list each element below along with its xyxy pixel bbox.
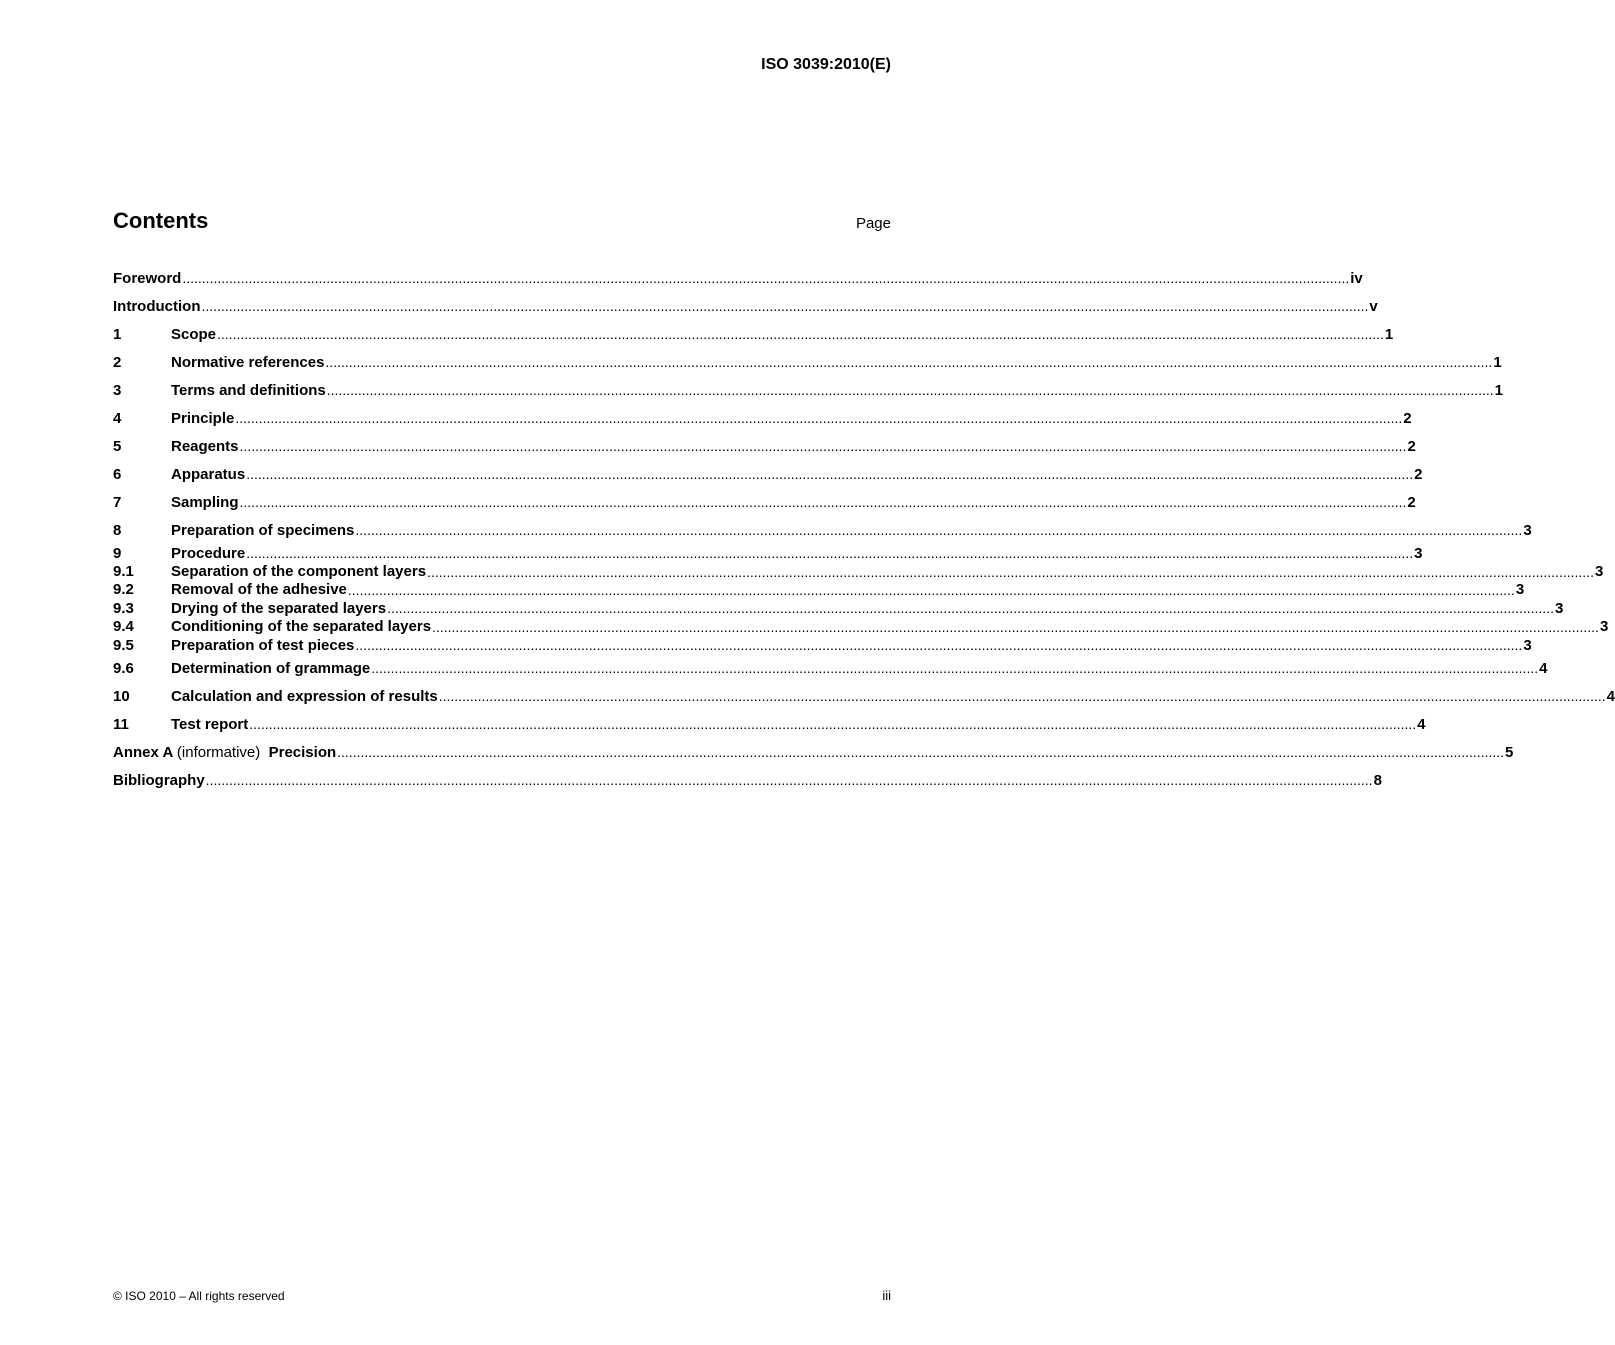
toc-entry-page: 4 (1417, 715, 1426, 733)
toc-entry-page: 1 (1384, 325, 1394, 343)
toc-entry[interactable] (113, 544, 1423, 562)
dot-leader: ............................................................................................................................................................................................................................................................................................................ (235, 410, 1403, 426)
toc-entry-title-text: Scope (171, 325, 217, 343)
toc-entry-number: 4 (113, 409, 122, 427)
toc-entry-title-text: Separation of the component layers (171, 563, 427, 581)
toc-entry[interactable] (113, 320, 1394, 348)
toc-entry-page: 3 (1594, 563, 1604, 581)
dot-leader: ............................................................................................................................................................................................................................................................................................................ (246, 545, 1414, 562)
toc-entry-number: 9.3 (113, 599, 134, 617)
dot-leader: ............................................................................................................................................................................................................................................................................................................ (387, 600, 1554, 617)
toc-entry-number: 9.1 (113, 563, 134, 581)
toc-entry[interactable] (113, 488, 1416, 516)
dot-leader: ............................................................................................................................................................................................................................................................................................................ (205, 772, 1373, 789)
dot-leader: ............................................................................................................................................................................................................................................................................................................ (217, 326, 1384, 342)
toc-entry-title-text: Procedure (171, 544, 246, 562)
dot-leader: ............................................................................................................................................................................................................................................................................................................ (347, 581, 1515, 598)
table-of-contents (113, 264, 1615, 794)
toc-entry-title-text: Removal of the adhesive (171, 581, 347, 599)
dot-leader: ............................................................................................................................................................................................................................................................................................................ (249, 716, 1417, 733)
page-number: iii (882, 1288, 891, 1303)
dot-leader: ............................................................................................................................................................................................................................................................................................................ (438, 688, 1606, 705)
toc-entry-title-text: Apparatus (171, 465, 246, 483)
toc-entry-number: 7 (113, 493, 122, 511)
toc-entry-title (171, 522, 354, 539)
dot-leader: ............................................................................................................................................................................................................................................................................................................ (246, 466, 1414, 482)
dot-leader: ............................................................................................................................................................................................................................................................................................................ (325, 354, 1493, 370)
toc-entry[interactable] (113, 618, 1609, 636)
toc-entry-title-text: Terms and definitions (171, 381, 326, 399)
toc-entry-page: 3 (1523, 636, 1532, 654)
toc-entry-page: 3 (1554, 599, 1564, 617)
dot-leader: ............................................................................................................................................................................................................................................................................................................ (371, 660, 1539, 677)
toc-entry[interactable] (113, 432, 1416, 460)
dot-leader: ............................................................................................................................................................................................................................................................................................................ (182, 270, 1350, 286)
toc-entry[interactable] (113, 738, 1514, 766)
toc-entry[interactable] (113, 636, 1532, 654)
toc-entry-page: 2 (1414, 465, 1423, 483)
toc-entry-title-text: Preparation of specimens (171, 521, 355, 539)
toc-entry-page: 5 (1505, 743, 1514, 761)
toc-entry[interactable] (113, 404, 1412, 432)
toc-entry-number: 1 (113, 325, 122, 343)
toc-entry-number: 2 (113, 353, 122, 371)
toc-entry[interactable] (113, 460, 1423, 488)
toc-entry-title-text: Annex A (113, 743, 173, 761)
toc-entry-title-text: Sampling (171, 493, 239, 511)
toc-entry-page: 4 (1539, 659, 1548, 677)
toc-entry[interactable] (113, 562, 1604, 581)
toc-entry-page: 4 (1606, 687, 1615, 705)
dot-leader: ............................................................................................................................................................................................................................................................................................................ (201, 298, 1369, 314)
toc-entry-page: 2 (1403, 409, 1412, 427)
toc-entry-title-suffix: Precision (268, 743, 337, 761)
toc-entry-page: v (1369, 297, 1378, 315)
toc-entry-page: 2 (1407, 493, 1416, 511)
page-column-label: Page (855, 215, 891, 232)
toc-entry-number: 3 (113, 381, 122, 399)
copyright-notice: © ISO 2010 – All rights reserved (113, 1289, 285, 1303)
toc-entry-title-text: Introduction (113, 297, 201, 315)
document-id: ISO 3039:2010(E) (761, 56, 891, 73)
toc-entry-title (171, 545, 245, 562)
toc-entry-title (171, 382, 326, 399)
toc-entry-title (171, 637, 354, 654)
toc-entry-title (171, 688, 438, 705)
toc-entry-number: 9.2 (113, 581, 134, 599)
toc-entry-number: 11 (113, 715, 129, 733)
toc-entry[interactable] (113, 710, 1426, 738)
toc-entry-title (171, 618, 431, 635)
toc-entry-page: 3 (1599, 618, 1609, 636)
toc-entry-page: 3 (1515, 581, 1525, 599)
toc-entry-title-text: Reagents (171, 437, 239, 455)
toc-entry-title (171, 438, 239, 455)
toc-entry-title-text: Drying of the separated layers (171, 599, 387, 617)
toc-entry[interactable] (113, 682, 1615, 710)
toc-entry-number: 9.5 (113, 636, 134, 654)
toc-entry-number: 10 (113, 687, 130, 705)
toc-entry[interactable] (113, 516, 1532, 544)
toc-entry-number: 8 (113, 521, 122, 539)
toc-entry-title-text: Calculation and expression of results (171, 687, 438, 705)
toc-entry-page: 1 (1493, 353, 1502, 371)
toc-entry-title (171, 494, 239, 511)
toc-entry[interactable] (113, 264, 1363, 292)
toc-entry-title (171, 600, 386, 617)
toc-entry-title-text: Determination of grammage (171, 659, 371, 677)
toc-entry[interactable] (113, 581, 1525, 599)
toc-entry-page: 2 (1407, 437, 1416, 455)
toc-entry[interactable] (113, 348, 1502, 376)
toc-entry[interactable] (113, 599, 1564, 617)
toc-entry-title (171, 354, 324, 371)
toc-entry-note: (informative) (176, 743, 261, 761)
toc-entry-page: 3 (1414, 544, 1423, 562)
dot-leader: ............................................................................................................................................................................................................................................................................................................ (239, 494, 1407, 510)
toc-entry-number: 5 (113, 437, 122, 455)
toc-entry[interactable] (113, 292, 1378, 320)
toc-entry-title (171, 563, 426, 580)
toc-entry-title (113, 744, 336, 761)
dot-leader: ............................................................................................................................................................................................................................................................................................................ (355, 637, 1523, 654)
toc-entry[interactable] (113, 654, 1548, 682)
dot-leader: ............................................................................................................................................................................................................................................................................................................ (239, 438, 1407, 454)
toc-entry-number: 9.6 (113, 659, 134, 677)
toc-entry-number: 9.4 (113, 618, 134, 636)
toc-entry-title (171, 410, 234, 427)
toc-entry-page: iv (1350, 269, 1363, 287)
toc-entry-title-text: Preparation of test pieces (171, 636, 355, 654)
toc-entry-title (113, 772, 205, 789)
toc-entry-number: 6 (113, 465, 122, 483)
toc-entry-page: 1 (1494, 381, 1503, 399)
toc-entry-title (171, 660, 370, 677)
dot-leader: ............................................................................................................................................................................................................................................................................................................ (326, 382, 1494, 398)
toc-entry-title-text: Principle (171, 409, 235, 427)
toc-entry-title-text: Bibliography (113, 771, 205, 789)
toc-entry-title (171, 581, 347, 598)
toc-entry-title (113, 298, 200, 315)
toc-entry-title (113, 270, 181, 287)
toc-entry-page: 8 (1373, 771, 1382, 789)
dot-leader: ............................................................................................................................................................................................................................................................................................................ (432, 618, 1599, 635)
toc-entry-title-text: Test report (171, 715, 249, 733)
toc-entry-title-text: Normative references (171, 353, 325, 371)
dot-leader: ............................................................................................................................................................................................................................................................................................................ (337, 744, 1505, 761)
dot-leader: ............................................................................................................................................................................................................................................................................................................ (355, 522, 1523, 538)
toc-entry-title-text: Conditioning of the separated layers (171, 618, 432, 636)
toc-entry[interactable] (113, 766, 1382, 794)
toc-entry[interactable] (113, 376, 1503, 404)
dot-leader: ............................................................................................................................................................................................................................................................................................................ (427, 563, 1594, 580)
toc-entry-title (171, 466, 245, 483)
toc-entry-title-text: Foreword (113, 269, 182, 287)
toc-entry-number: 9 (113, 544, 122, 562)
toc-entry-title (171, 716, 248, 733)
contents-heading: Contents (113, 208, 209, 233)
toc-entry-page: 3 (1523, 521, 1532, 539)
toc-entry-title (171, 326, 216, 343)
